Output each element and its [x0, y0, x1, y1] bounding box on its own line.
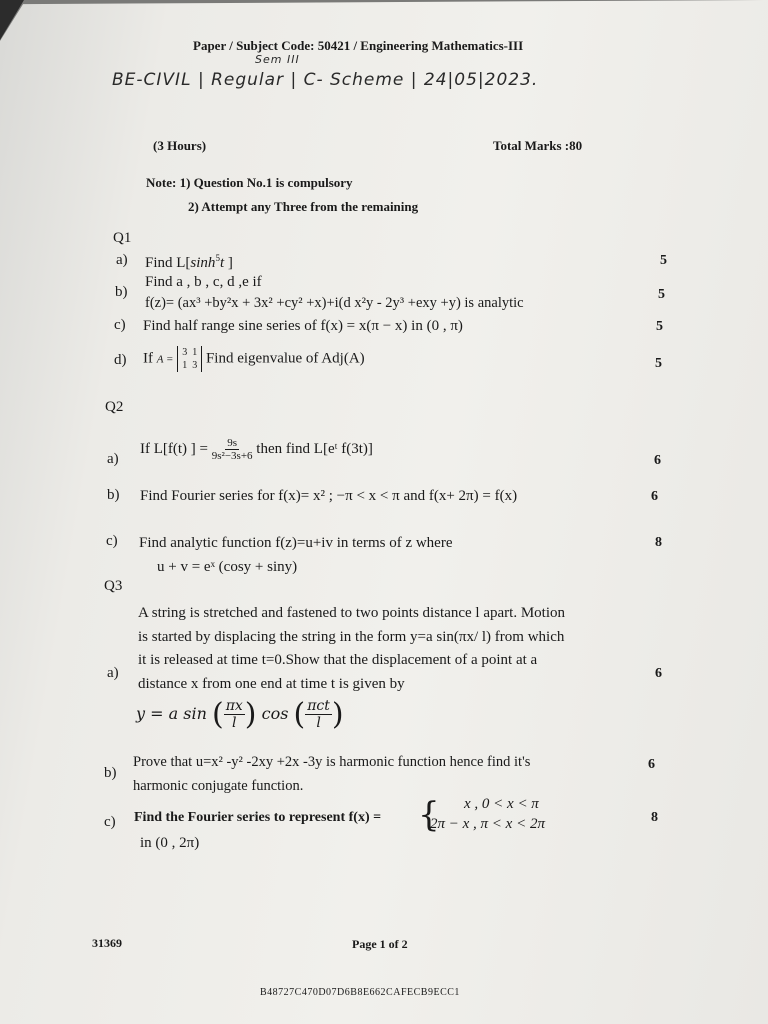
q3c-line2: in (0 , 2π)	[140, 835, 200, 851]
q3c-case1: x , 0 < x < π	[464, 796, 539, 812]
q3a-marks: 6	[655, 666, 662, 681]
q3a-line: it is released at time t=0.Show that the displacement of a point at a	[138, 652, 538, 668]
q3a-sub: a)	[107, 665, 119, 681]
q3c-text: Find the Fourier series to represent f(x) =	[134, 810, 382, 825]
q2c-marks: 8	[655, 535, 662, 550]
barcode-id: B48727C470D07D6B8E662CAFECB9ECC1	[260, 987, 460, 998]
q1b-line1: Find a , b , c, d ,e if	[145, 274, 262, 290]
q1c-sub: c)	[114, 317, 126, 333]
q1a-marks: 5	[660, 253, 667, 268]
note-2: 2) Attempt any Three from the remaining	[188, 199, 419, 214]
q1d-marks: 5	[655, 356, 662, 371]
q2b-marks: 6	[651, 489, 658, 504]
q2a-fraction: $\frac{9s}{\text{9s²−3s+6}}$	[211, 437, 253, 462]
matrix-a: 3 1 1 3	[177, 346, 202, 372]
q2c-line2: u + v = eˣ (cosy + siny)	[157, 559, 298, 575]
q1a-sub: a)	[116, 252, 128, 268]
paper-code: Paper / Subject Code: 50421 / Engineering Mathematics-III	[193, 38, 524, 53]
q3c-sub: c)	[104, 814, 116, 830]
sem-note: Sem III	[255, 53, 300, 66]
q1a-text: Find $L[\sinh^5t$ ]	[145, 253, 233, 271]
q2c-sub: c)	[106, 533, 118, 549]
q2-label: Q2	[105, 399, 124, 415]
q3c-case2: 2π − x , π < x < 2π	[430, 816, 545, 832]
q3a-equation: y = a sin ( $\frac{\pi x}{l}$ ) cos ( $\frac{\text{πct}}{l}$ )	[136, 697, 344, 732]
q2c-line1: Find analytic function f(z)=u+iv in terms of z where	[139, 535, 453, 551]
q1b-marks: 5	[658, 287, 665, 302]
q3b-line1: Prove that u=x² -y² -2xy +2x -3y is harmonic function hence find it's	[133, 754, 531, 770]
total-marks: Total Marks :80	[493, 138, 583, 153]
q1d-sub: d)	[114, 352, 127, 368]
q2b-sub: b)	[107, 487, 120, 503]
q3a-line: is started by displacing the string in the form y=a sin(πx/ l) from which	[138, 628, 565, 645]
q3-label: Q3	[104, 578, 123, 594]
handwritten-note: BE-CIVIL | Regular | C- Scheme | 24|05|2023.	[112, 70, 539, 90]
q1b-line2: f(z)= (ax³ +by²x + 3x² +cy² +x)+i(d x²y - 2y³ +exy +y) is analytic	[145, 295, 524, 311]
q1c-text: Find half range sine series of f(x) = x(π − x) in (0 , π)	[143, 318, 463, 334]
q3b-sub: b)	[104, 765, 117, 781]
q3c-brace: {	[418, 795, 440, 835]
q3a-text	[138, 602, 565, 696]
q2b-text: Find Fourier series for f(x)= x² ; −π < x < π and f(x+ 2π) = f(x)	[140, 488, 518, 504]
q2a-marks: 6	[654, 453, 661, 468]
q2a-sub: a)	[107, 451, 119, 467]
duration: (3 Hours)	[153, 138, 207, 153]
q3b-line2: harmonic conjugate function.	[133, 778, 304, 794]
page-number: Page 1 of 2	[352, 937, 408, 951]
q3b-marks: 6	[648, 757, 655, 772]
q1b-sub: b)	[115, 284, 128, 300]
q2a-text: If L[f(t) ] = $\frac{9s}{\text{9s²−3s+6}}$ then find L[eᵗ f(3t)]	[140, 437, 373, 462]
q1c-marks: 5	[656, 319, 663, 334]
q3c-marks: 8	[651, 810, 658, 825]
q1-label: Q1	[113, 230, 132, 246]
footer-left-number: 31369	[92, 936, 122, 950]
q1d-text: If A = 3 1 1 3 Find eigenvalue of Adj(A)	[143, 347, 365, 371]
note-1: Note: 1) Question No.1 is compulsory	[146, 175, 353, 190]
q3a-line: distance x from one end at time t is given by	[138, 675, 405, 692]
q3a-line: A string is stretched and fastened to two points distance l apart. Motion	[138, 605, 566, 621]
dark-corner	[0, 0, 24, 40]
